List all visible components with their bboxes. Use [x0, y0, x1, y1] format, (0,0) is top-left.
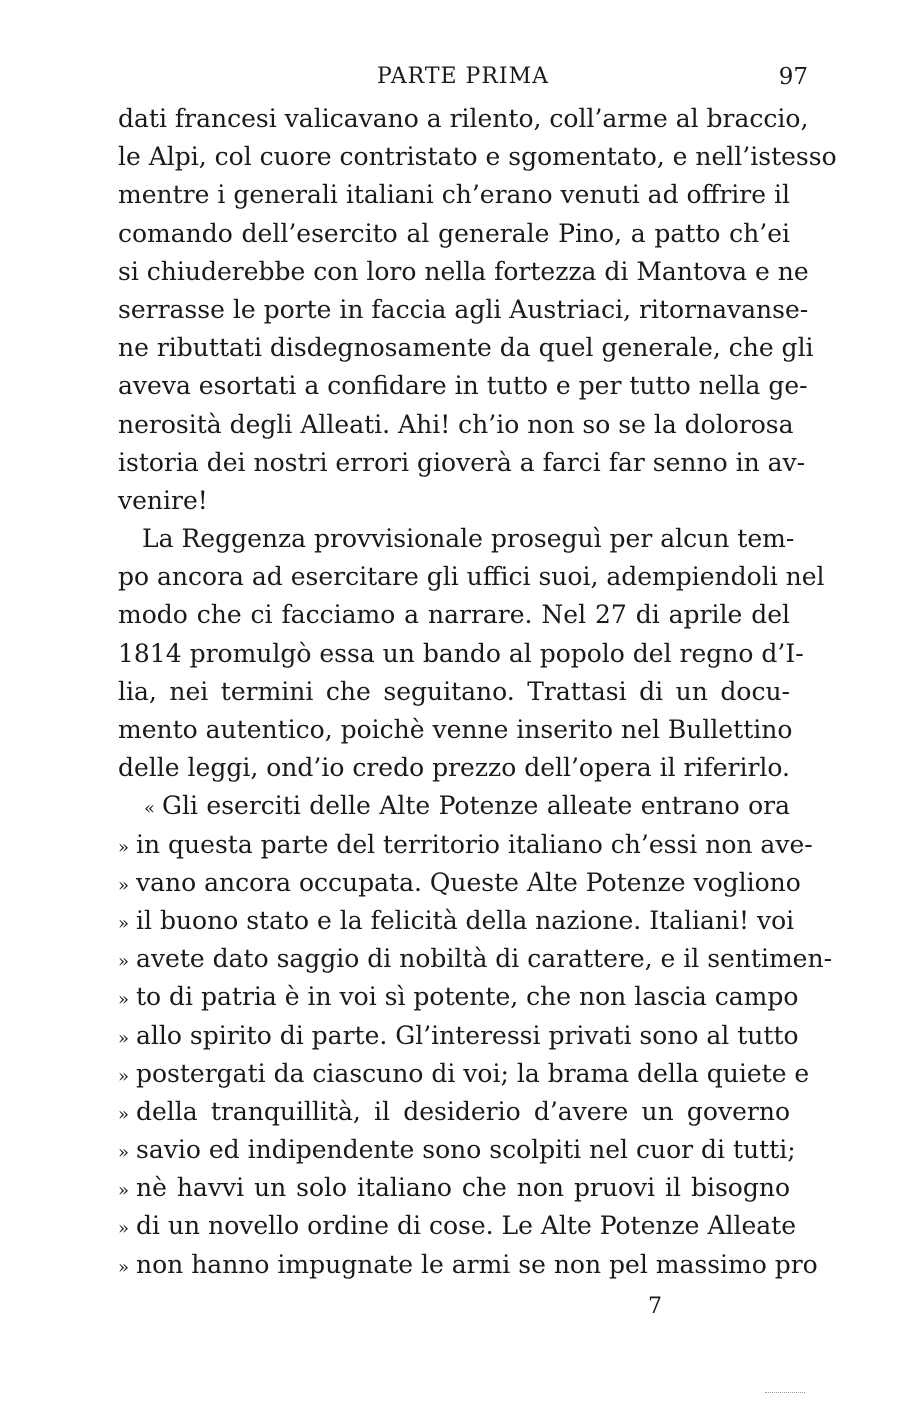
- quote-line: [118, 902, 795, 940]
- text-line: le Alpi, col cuore contristato e sgomentato, e nell’istesso: [118, 142, 837, 172]
- quote-cont-mark: »: [118, 1256, 130, 1278]
- quote-line: [118, 826, 813, 864]
- text-line: dati francesi valicavano a rilento, coll’arme al braccio,: [118, 104, 809, 133]
- quote-text: Gli eserciti delle Alte Potenze alleate entrano ora: [162, 791, 790, 821]
- text-line: aveva esortati a confidare in tutto e per tutto nella ge-: [118, 371, 808, 401]
- text-line: venire!: [118, 485, 208, 515]
- text-line: si chiuderebbe con loro nella fortezza di Mantova e ne: [118, 256, 809, 286]
- signature-mark: 7: [648, 1294, 662, 1319]
- quote-line: [118, 1246, 818, 1284]
- quote-cont-mark: »: [118, 1065, 130, 1087]
- quote-line: [118, 787, 790, 825]
- text-line: mentre i generali italiani ch’erano venuti ad offrire il: [118, 180, 790, 210]
- quote-line: [118, 1131, 796, 1169]
- quote-cont-mark: »: [118, 912, 130, 934]
- quote-text: postergati da ciascuno di voi; la brama della quiete e: [136, 1058, 810, 1088]
- text-line: istoria dei nostri errori gioverà a farci far senno in av-: [118, 447, 806, 477]
- quote-text: to di patria è in voi sì potente, che non lascia campo: [136, 982, 799, 1012]
- text-line: po ancora ad esercitare gli uffici suoi, adempiendoli nel: [118, 562, 825, 592]
- paragraph-first-line: La Reggenza provvisionale proseguì per alcun tem-: [142, 524, 795, 554]
- page-number: 97: [778, 64, 808, 90]
- quote-line: [118, 978, 799, 1016]
- quote-line: [118, 1207, 796, 1245]
- quote-text: allo spirito di parte. Gl’interessi privati sono al tutto: [136, 1020, 799, 1050]
- quote-cont-mark: »: [118, 874, 130, 896]
- text-line: comando dell’esercito al generale Pino, a patto ch’ei: [118, 218, 790, 248]
- page-header: [118, 64, 808, 94]
- quote-text: il buono stato e la felicità della nazione. Italiani! voi: [136, 905, 795, 935]
- quote-cont-mark: »: [118, 1142, 130, 1164]
- quote-line: [118, 864, 801, 902]
- quote-text: non hanno impugnate le armi se non pel massimo pro: [136, 1249, 818, 1279]
- quote-cont-mark: »: [118, 1218, 130, 1240]
- text-line: lia, nei termini che seguitano. Trattasi di un docu-: [118, 676, 790, 706]
- text-line: 1814 promulgò essa un bando al popolo del regno d’I-: [118, 638, 804, 668]
- quote-cont-mark: »: [118, 836, 130, 858]
- quote-cont-mark: »: [118, 1027, 130, 1049]
- text-line: nerosità degli Alleati. Ahi! ch’io non so se la dolorosa: [118, 409, 794, 439]
- quote-cont-mark: »: [118, 1103, 130, 1125]
- body-text: [118, 100, 837, 1284]
- quote-cont-mark: »: [118, 989, 130, 1011]
- text-line: ne ributtati disdegnosamente da quel generale, che gli: [118, 333, 814, 363]
- running-title: PARTE PRIMA: [376, 64, 550, 89]
- quote-cont-mark: »: [118, 1180, 130, 1202]
- quote-text: avete dato saggio di nobiltà di carattere, e il sentimen-: [136, 944, 833, 974]
- quote-text: nè havvi un solo italiano che non pruovi il bisogno: [136, 1173, 790, 1203]
- quote-text: vano ancora occupata. Queste Alte Potenze vogliono: [136, 867, 801, 897]
- text-line: mento autentico, poichè venne inserito nel Bullettino: [118, 715, 793, 744]
- quote-line: [118, 1093, 790, 1131]
- quote-line: [118, 1169, 790, 1207]
- quote-line: [118, 940, 833, 978]
- quote-text: savio ed indipendente sono scolpiti nel cuor di tutti;: [136, 1135, 796, 1165]
- quote-cont-mark: »: [118, 951, 130, 973]
- quote-line: [118, 1017, 799, 1055]
- quote-line: [118, 1055, 810, 1093]
- page-speck: [765, 1392, 805, 1395]
- text-line: serrasse le porte in faccia agli Austriaci, ritornavanse-: [118, 294, 809, 324]
- quote-text: di un novello ordine di cose. Le Alte Potenze Alleate: [136, 1211, 796, 1241]
- quote-text: in questa parte del territorio italiano ch’essi non ave-: [136, 829, 813, 859]
- quote-open-mark: «: [144, 798, 156, 820]
- quote-text: della tranquillità, il desiderio d’avere un governo: [136, 1096, 790, 1126]
- text-line: delle leggi, ond’io credo prezzo dell’opera il riferirlo.: [118, 753, 790, 783]
- text-line: modo che ci facciamo a narrare. Nel 27 di aprile del: [118, 600, 790, 630]
